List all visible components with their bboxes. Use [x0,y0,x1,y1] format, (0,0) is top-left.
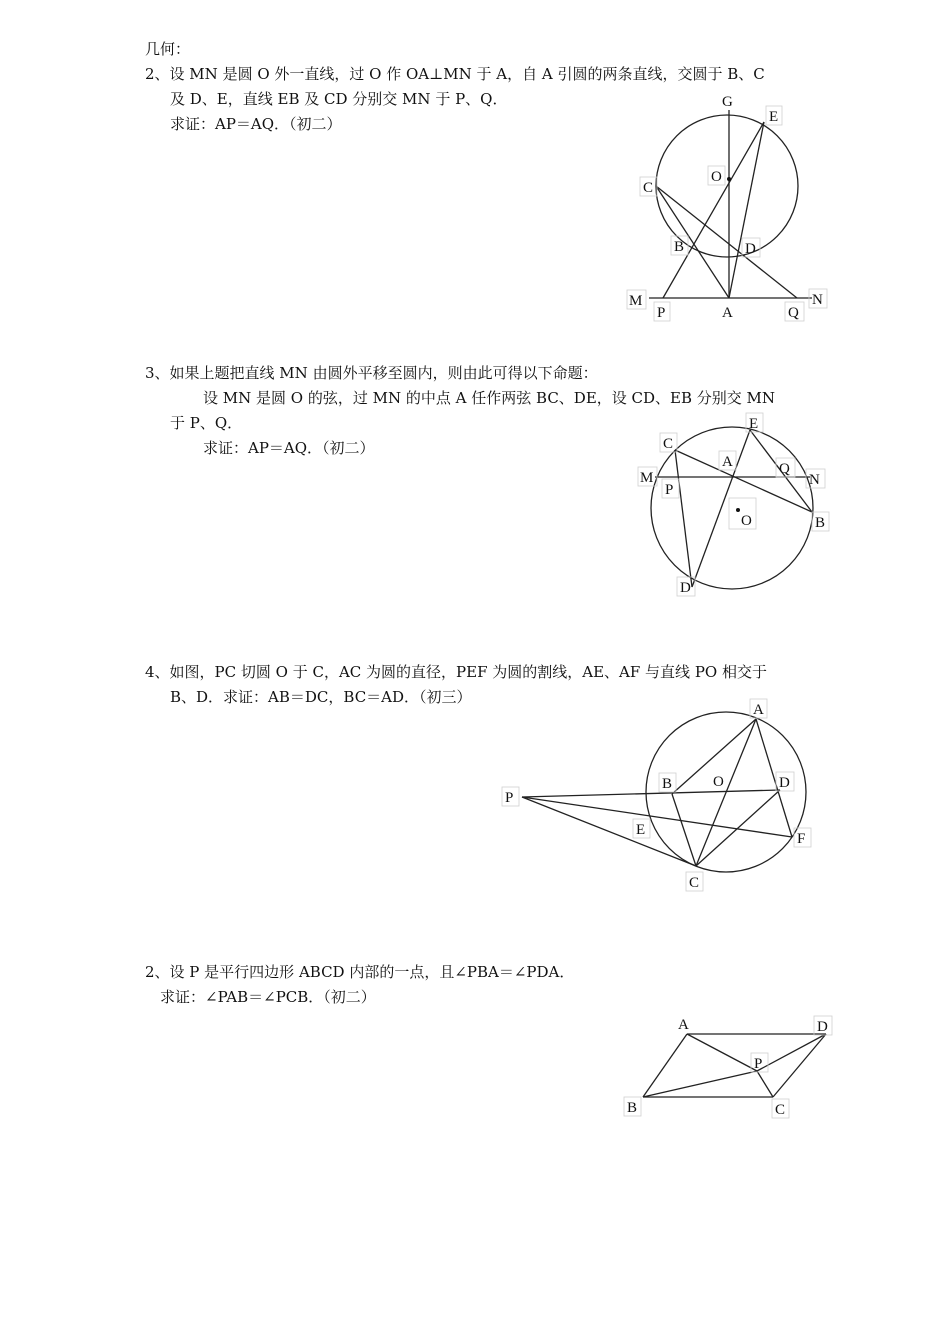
problem-1-line-2: 及 D、E，直线 EB 及 CD 分别交 MN 于 P、Q． [170,90,508,108]
fig1-label-a: A [722,305,733,321]
fig1-label-m: M [629,293,643,309]
fig2-label-d: D [680,580,691,596]
fig2-label-b: B [815,515,826,531]
fig3-label-e: E [636,822,646,838]
fig1-label-g: G [722,94,733,110]
fig1-label-q: Q [788,305,799,321]
fig1-label-p: P [657,305,666,321]
fig2-label-a: A [722,454,733,470]
problem-2-line-2: 设 MN 是圆 O 的弦，过 MN 的中点 A 任作两弦 BC、DE，设 CD、EB 分别交 MN [203,389,776,407]
problem-3-line-1: 4、如图，PC 切圆 O 于 C，AC 为圆的直径，PEF 为圆的割线，AE、AF 与直线 PO 相交于 [145,663,767,681]
fig1-label-n: N [812,292,823,308]
fig4-label-a: A [678,1017,689,1033]
fig3-label-c: C [689,875,700,891]
problem-4-line-2: 求证：∠PAB＝∠PCB．（初二） [160,988,376,1006]
fig2-label-p: P [665,482,674,498]
fig1-label-b: B [674,239,685,255]
problem-1-line-3: 求证：AP＝AQ．（初二） [170,115,342,133]
fig2-label-e: E [749,416,759,432]
fig4-label-d: D [817,1019,828,1035]
fig2-label-q: Q [779,461,790,477]
fig4-side-ab [643,1034,687,1097]
fig3-label-p: P [505,790,514,806]
fig1-label-c: C [643,180,654,196]
problem-3-line-2: B、D．求证：AB＝DC，BC＝AD．（初三） [170,688,472,706]
problem-2-line-1: 3、如果上题把直线 MN 由圆外平移至圆内，则由此可得以下命题： [145,364,598,382]
fig4-line-pa [687,1034,757,1071]
fig4-side-dc [773,1034,826,1097]
fig3-label-f: F [797,831,806,847]
fig4-line-pc [757,1071,773,1097]
fig3-label-d: D [779,775,790,791]
fig4-label-b: B [627,1100,638,1116]
fig4-label-c: C [775,1102,786,1118]
fig3-label-o: O [713,774,724,790]
fig1-label-o: O [711,169,722,185]
fig4-line-pb [643,1071,757,1097]
fig2-label-o: O [741,513,752,529]
fig2-label-n: N [809,472,820,488]
fig2-label-c: C [663,436,674,452]
fig2-label-m: M [640,470,654,486]
fig4-line-pd [757,1034,826,1071]
page-heading: 几何： [145,40,191,58]
problem-2-line-3: 于 P、Q． [170,414,243,432]
problem-2-line-4: 求证：AP＝AQ．（初二） [203,439,375,457]
fig4-label-p: P [754,1056,763,1072]
problem-1-line-1: 2、设 MN 是圆 O 外一直线，过 O 作 OA⊥MN 于 A，自 A 引圆的两条直线，交圆于 B、C [145,65,765,83]
fig1-label-d: D [745,241,756,257]
fig1-label-e: E [769,109,779,125]
fig3-label-b: B [662,776,673,792]
fig3-label-a: A [753,702,764,718]
problem-4-line-1: 2、设 P 是平行四边形 ABCD 内部的一点，且∠PBA＝∠PDA． [145,963,575,981]
